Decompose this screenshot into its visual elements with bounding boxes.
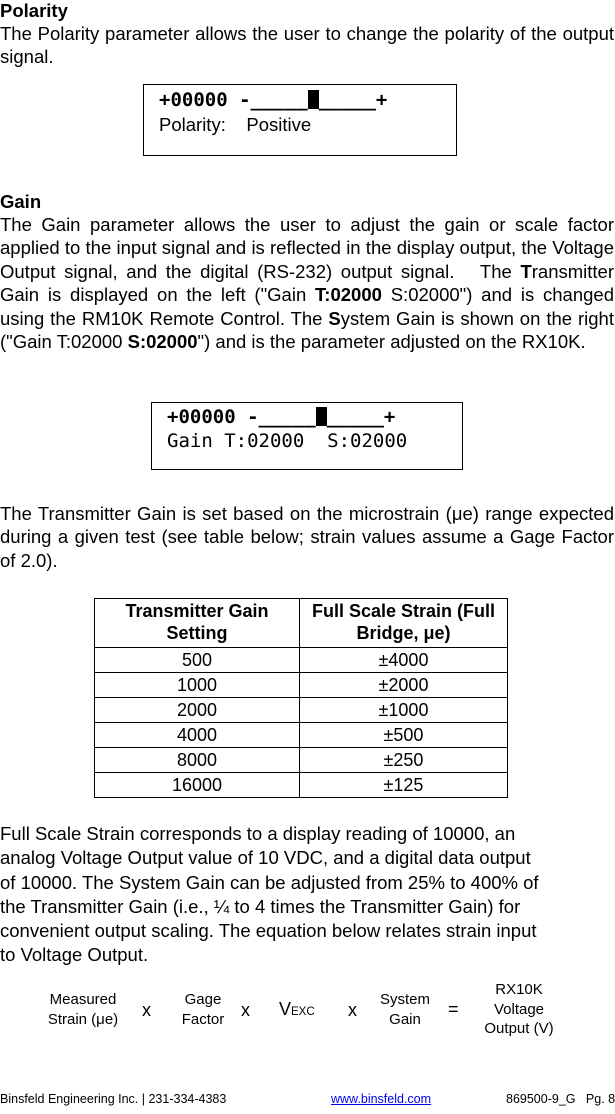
full-scale-line: analog Voltage Output value of 10 VDC, and a digital data output xyxy=(0,847,531,869)
eq-text: Strain (μe) xyxy=(47,1010,119,1028)
gain-p2-d: ") and is the parameter adjusted on the RX10K. xyxy=(197,331,586,353)
table-header-transmitter-gain: Transmitter Gain Setting xyxy=(95,599,300,648)
lcd-bar-right: _____+ xyxy=(318,89,388,111)
gain-table-intro: The Transmitter Gain is set based on the microstrain (μe) range expected during a given test (see table below; strain values assume a Gage Factor of 2.0). xyxy=(0,503,614,571)
polarity-lcd-line1 xyxy=(159,89,442,113)
lcd-bar-left: +00000 -_____ xyxy=(167,406,316,428)
eq-v: V xyxy=(279,999,292,1019)
gain-p2-02000: :02000 xyxy=(139,331,198,353)
eq-times: x xyxy=(241,1000,250,1020)
eq-text: Factor xyxy=(181,1010,225,1028)
gain-p2-T: T xyxy=(520,260,532,282)
table-cell: ±250 xyxy=(300,748,508,773)
lcd-cursor-block xyxy=(308,90,319,109)
eq-text: Output (V) xyxy=(484,1020,554,1037)
footer-doc-page: 869500-9_G Pg. 8 xyxy=(506,1092,615,1106)
eq-text: Gage xyxy=(184,991,222,1008)
lcd-bar-right: _____+ xyxy=(326,406,396,428)
polarity-lcd-display xyxy=(143,84,457,156)
eq-text: System xyxy=(379,991,430,1008)
table-cell: ±1000 xyxy=(300,698,508,723)
eq-measured-strain xyxy=(36,990,130,1029)
eq-text: Gain xyxy=(389,1010,421,1028)
eq-text: Measured xyxy=(49,991,117,1008)
polarity-lcd-line2: Polarity: Positive xyxy=(159,113,312,135)
full-scale-line: convenient output scaling. The equation below relates strain input xyxy=(0,920,537,942)
gain-p1: The Gain parameter allows the user to adjust the gain or scale factor applied to the input signal and is reflected in the display output, the Voltage Output signal, and the digital (RS-232) output signal. xyxy=(0,214,614,282)
table-cell: 1000 xyxy=(95,673,300,698)
eq-equals: = xyxy=(448,999,459,1019)
table-cell: ±500 xyxy=(300,723,508,748)
eq-system-gain xyxy=(370,990,440,1029)
gain-p2-c: ystem Gain is shown on the right ("Gain T:02000 xyxy=(0,307,614,353)
lcd-bar-left: +00000 -_____ xyxy=(159,89,308,111)
full-scale-paragraph xyxy=(0,822,615,968)
table-cell: 16000 xyxy=(95,773,300,798)
table-cell: ±4000 xyxy=(300,648,508,673)
gain-p2-T02000: T:02000 xyxy=(315,284,382,306)
eq-rx10k-voltage-output xyxy=(472,980,566,1039)
table-cell: 8000 xyxy=(95,748,300,773)
gain-p2-S2: S xyxy=(127,331,140,353)
gain-p2-b: S:02000") and is changed using the RM10K Remote Control. The xyxy=(0,284,615,329)
table-row xyxy=(95,723,508,748)
table-cell: ±125 xyxy=(300,773,508,798)
eq-exc: EXC xyxy=(291,1006,315,1018)
table-cell: 4000 xyxy=(95,723,300,748)
full-scale-line: the Transmitter Gain (i.e., ¼ to 4 times the Transmitter Gain) for xyxy=(0,895,521,917)
lcd-cursor-block xyxy=(316,407,327,426)
table-row xyxy=(95,698,508,723)
gain-lcd-display xyxy=(151,402,463,470)
table-cell: 2000 xyxy=(95,698,300,723)
table-row xyxy=(95,773,508,798)
gain-p2-S: S xyxy=(328,307,341,329)
table-header-full-scale-strain: Full Scale Strain (Full Bridge, μe) xyxy=(300,599,508,648)
gain-lcd-line2: Gain T:02000 S:02000 xyxy=(167,429,408,452)
eq-text: Voltage xyxy=(493,1000,545,1018)
gain-strain-table xyxy=(94,598,508,798)
eq-times: x xyxy=(142,1000,151,1020)
gain-p2-a: ransmitter Gain is displayed on the left ("Gain xyxy=(0,260,615,306)
full-scale-line: to Voltage Output. xyxy=(0,944,149,966)
polarity-description: The Polarity parameter allows the user to change the polarity of the output signal. xyxy=(0,23,614,68)
full-scale-line: of 10000. The System Gain can be adjusted from 25% to 400% of xyxy=(0,871,539,893)
table-cell: ±2000 xyxy=(300,673,508,698)
eq-text: RX10K xyxy=(495,981,543,998)
polarity-heading: Polarity xyxy=(0,0,68,21)
gain-heading: Gain xyxy=(0,191,42,212)
table-row xyxy=(95,648,508,673)
gain-description xyxy=(0,213,614,354)
eq-times: x xyxy=(348,1000,357,1020)
table-row xyxy=(95,673,508,698)
gain-lcd-line1 xyxy=(167,406,448,430)
eq-vexc xyxy=(279,998,315,1021)
full-scale-line: Full Scale Strain corresponds to a display reading of 10000, an xyxy=(0,823,516,844)
footer-website-link[interactable]: www.binsfeld.com xyxy=(331,1092,432,1106)
table-cell: 500 xyxy=(95,648,300,673)
table-header-row xyxy=(95,599,508,648)
gain-p2-the: The xyxy=(479,260,512,282)
table-row xyxy=(95,748,508,773)
footer-company: Binsfeld Engineering Inc. | 231-334-4383 xyxy=(0,1092,227,1106)
eq-gage-factor xyxy=(172,990,234,1029)
